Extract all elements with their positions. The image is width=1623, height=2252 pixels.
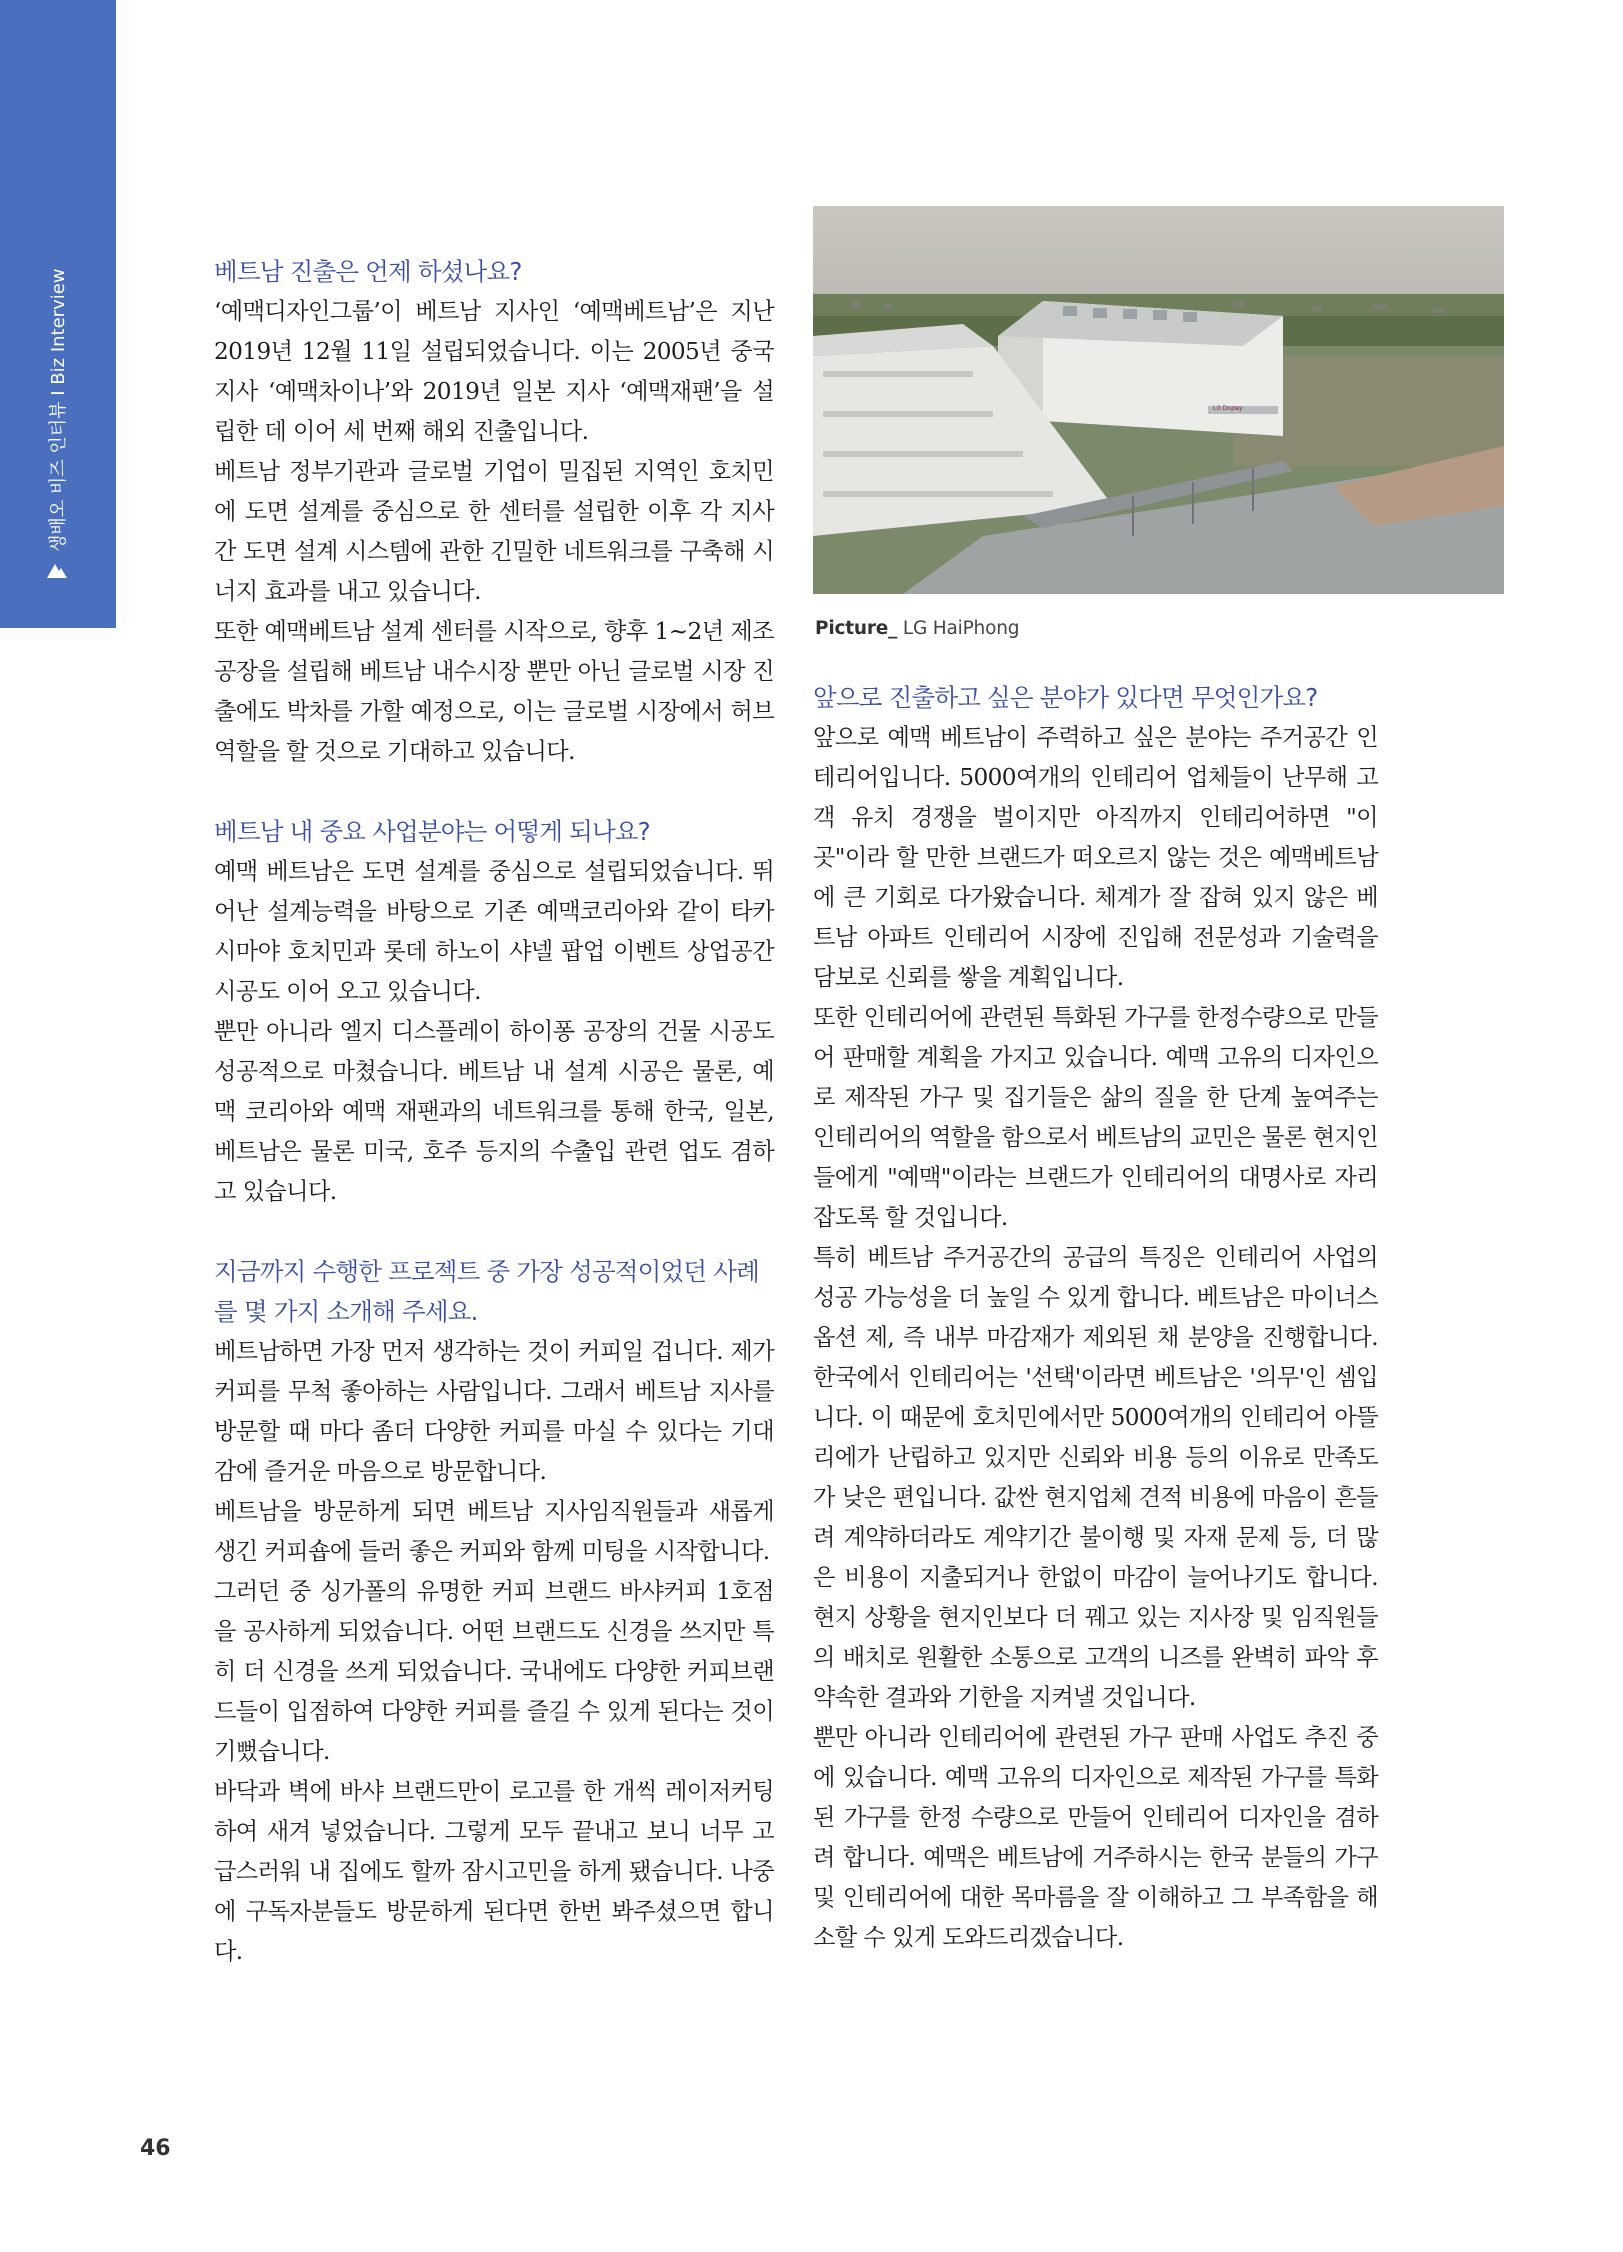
- left-column: [214, 252, 774, 1972]
- paragraph: ‘예맥디자인그룹’이 베트남 지사인 ‘예맥베트남’은 지난 2019년 12월 11일 설립되었습니다. 이는 2005년 중국 지사 ‘예맥차이나’와 2019년 일본 지사 ‘예맥재팬’을 설립한 데 이어 세 번째 해외 진출입니다.: [214, 298, 774, 445]
- paragraph: 베트남을 방문하게 되면 베트남 지사임직원들과 새롭게 생긴 커피숍에 들러 좋은 커피와 함께 미팅을 시작합니다.: [214, 1498, 774, 1565]
- section-heading-entry: 베트남 진출은 언제 하셨나요?: [214, 257, 522, 286]
- factory-photo: [813, 206, 1504, 594]
- paragraph: 뿐만 아니라 엘지 디스플레이 하이퐁 공장의 건물 시공도 성공적으로 마쳤습니다. 베트남 내 설계 시공은 물론, 예맥 코리아와 예맥 재팬과의 네트워크를 통해 한국, 일본, 베트남은 물론 미국, 호주 등지의 수출입 관련 업도 겸하고 있습니다.: [214, 1018, 774, 1205]
- paragraph: 베트남 정부기관과 글로벌 기업이 밀집된 지역인 호치민에 도면 설계를 중심으로 한 센터를 설립한 이후 각 지사간 도면 설계 시스템에 관한 긴밀한 네트워크를 구축해 시너지 효과를 내고 있습니다.: [214, 458, 774, 605]
- section-heading-business: 베트남 내 중요 사업분야는 어떻게 되나요?: [214, 817, 650, 846]
- right-column: [813, 678, 1378, 1958]
- paragraph: 또한 인테리어에 관련된 특화된 가구를 한정수량으로 만들어 판매할 계획을 가지고 있습니다. 예맥 고유의 디자인으로 제작된 가구 및 집기들은 삶의 질을 한 단계 높여주는 인테리어의 역할을 함으로서 베트남의 교민은 물론 현지인들에게 "예맥"이라는 브랜드가 인테리어의 대명사로 자리잡도록 할 것입니다.: [813, 1004, 1378, 1231]
- lg-display-sign: LG Display: [1213, 406, 1243, 412]
- paragraph: 바닥과 벽에 바샤 브랜드만이 로고를 한 개씩 레이저커팅하여 새겨 넣었습니다. 그렇게 모두 끝내고 보니 너무 고급스러워 내 집에도 할까 잠시고민을 하게 됐습니다. 나중에 구독자분들도 방문하게 된다면 한번 봐주셨으면 합니다.: [214, 1778, 774, 1965]
- paragraph: 또한 예맥베트남 설계 센터를 시작으로, 향후 1~2년 제조공장을 설립해 베트남 내수시장 뿐만 아닌 글로벌 시장 진출에도 박차를 가할 예정으로, 이는 글로벌 시장에서 허브 역할을 할 것으로 기대하고 있습니다.: [214, 618, 774, 765]
- photo-caption: [815, 618, 1019, 639]
- side-tab-label: 생배오 비즈 인터뷰 I Biz Interview: [48, 268, 69, 552]
- caption-text: LG HaiPhong: [897, 618, 1020, 639]
- caption-prefix: Picture_: [815, 618, 898, 639]
- page-number: 46: [140, 2136, 171, 2161]
- paragraph: 베트남하면 가장 먼저 생각하는 것이 커피일 겁니다. 제가 커피를 무척 좋아하는 사람입니다. 그래서 베트남 지사를 방문할 때 마다 좀더 다양한 커피를 마실 수 있다는 기대감에 즐거운 마음으로 방문합니다.: [214, 1338, 774, 1485]
- paragraph: 그러던 중 싱가폴의 유명한 커피 브랜드 바샤커피 1호점을 공사하게 되었습니다. 어떤 브랜드도 신경을 쓰지만 특히 더 신경을 쓰게 되었습니다. 국내에도 다양한 커피브랜드들이 입점하여 다양한 커피를 즐길 수 있게 된다는 것이 기뻤습니다.: [214, 1578, 774, 1765]
- paragraph: 특히 베트남 주거공간의 공급의 특징은 인테리어 사업의 성공 가능성을 더 높일 수 있게 합니다. 베트남은 마이너스 옵션 제, 즉 내부 마감재가 제외된 채 분양을 진행합니다. 한국에서 인테리어는 '선택'이라면 베트남은 '의무'인 셈입니다. 이 때문에 호치민에서만 5000여개의 인테리어 아뜰리에가 난립하고 있지만 신뢰와 비용 등의 이유로 만족도가 낮은 편입니다. 값싼 현지업체 견적 비용에 마음이 흔들려 계약하더라도 계약기간 불이행 및 자재 문제 등, 더 많은 비용이 지출되거나 한없이 마감이 늘어나기도 합니다. 현지 상황을 현지인보다 더 꿰고 있는 지사장 및 임직원들의 배치로 원활한 소통으로 고객의 니즈를 완벽히 파악 후 약속한 결과와 기한을 지켜낼 것입니다.: [813, 1244, 1378, 1711]
- side-tab-label-wrap: [44, 268, 70, 580]
- paragraph: 앞으로 예맥 베트남이 주력하고 싶은 분야는 주거공간 인테리어입니다. 5000여개의 인테리어 업체들이 난무해 고객 유치 경쟁을 벌이지만 아직까지 인테리어하면 "이 곳"이라 할 만한 브랜드가 떠오르지 않는 것은 예맥베트남에 큰 기회로 다가왔습니다. 체계가 잘 잡혀 있지 않은 베트남 아파트 인테리어 시장에 진입해 전문성과 기술력을 담보로 신뢰를 쌓을 계획입니다.: [813, 724, 1378, 991]
- section-heading-projects: 지금까지 수행한 프로젝트 중 가장 성공적이었던 사례를 몇 가지 소개해 주세요.: [214, 1257, 759, 1326]
- factory-illustration: [813, 206, 1504, 594]
- section-heading-future: 앞으로 진출하고 싶은 분야가 있다면 무엇인가요?: [813, 683, 1318, 712]
- paragraph: 뿐만 아니라 인테리어에 관련된 가구 판매 사업도 추진 중에 있습니다. 예맥 고유의 디자인으로 제작된 가구를 특화된 가구를 한정 수량으로 만들어 인테리어 디자인을 겸하려 합니다. 예맥은 베트남에 거주하시는 한국 분들의 가구 및 인테리어에 대한 목마름을 잘 이해하고 그 부족함을 해소할 수 있게 도와드리겠습니다.: [813, 1724, 1378, 1951]
- mountain-icon: [47, 562, 67, 578]
- paragraph: 예맥 베트남은 도면 설계를 중심으로 설립되었습니다. 뛰어난 설계능력을 바탕으로 기존 예맥코리아와 같이 타카시마야 호치민과 롯데 하노이 샤넬 팝업 이벤트 상업공간 시공도 이어 오고 있습니다.: [214, 858, 774, 1005]
